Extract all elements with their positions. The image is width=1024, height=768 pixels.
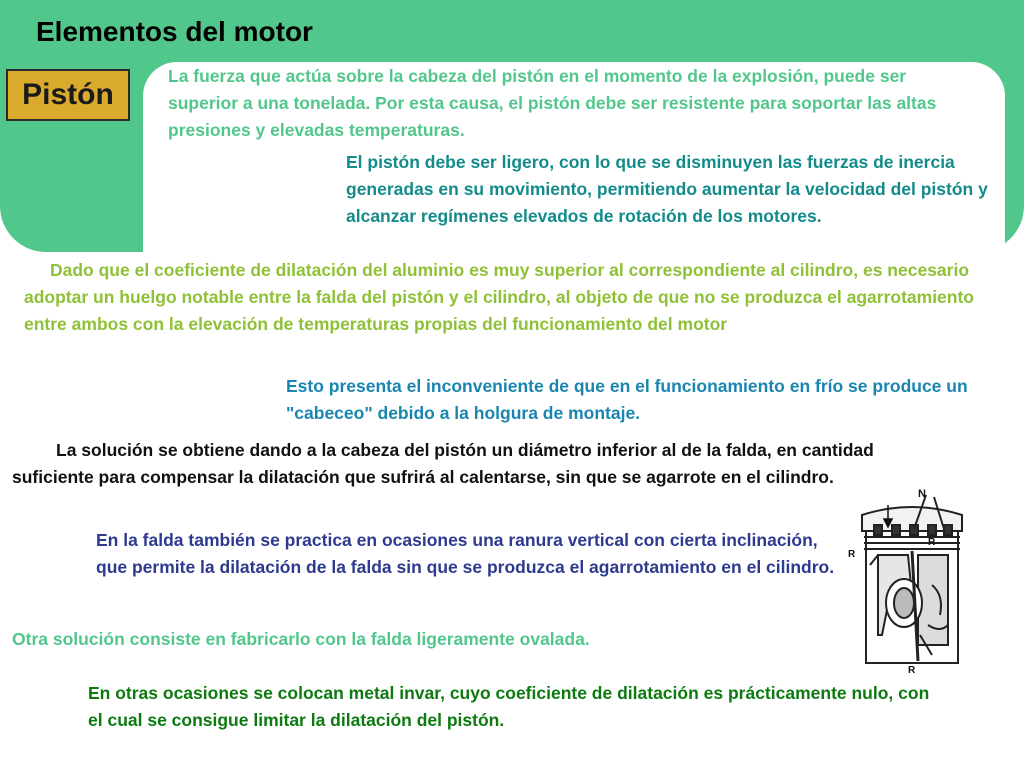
paragraph-invar: En otras ocasiones se colocan metal invar, cuyo coeficiente de dilatación es prácticamente nulo, con el cual se consigue limitar la dilatación del pistón. [88, 683, 930, 730]
diagram-label-r-bottom: R [908, 665, 916, 676]
paragraph-rocking: Esto presenta el inconveniente de que en el funcionamiento en frío se produce un "cabeceo" debido a la holgura de montaje. [286, 376, 968, 423]
paragraph-solution: La solución se obtiene dando a la cabeza del pistón un diámetro inferior al de la falda, en cantidad suficiente para compensar la dilatación que sufrirá al calentarse, sin que se agarrote en el cilindro. [12, 440, 874, 487]
page-title: Elementos del motor [36, 16, 313, 47]
paragraph-lightweight: El pistón debe ser ligero, con lo que se disminuyen las fuerzas de inercia generadas en su movimiento, permitiendo aumentar la velocidad del pistón y alcanzar regímenes elevados de rotación de los motores. [346, 152, 988, 226]
paragraph-force: La fuerza que actúa sobre la cabeza del pistón en el momento de la explosión, puede ser superior a una tonelada. Por esta causa, el pistón debe ser resistente para soportar las altas presiones y elevadas temperaturas. [168, 66, 937, 140]
paragraph-slot: En la falda también se practica en ocasiones una ranura vertical con cierta inclinación, que permite la dilatación de la falda sin que se produzca el agarrotamiento en el cilindro. [96, 530, 835, 577]
piston-diagram [848, 485, 976, 677]
paragraph-dilation: Dado que el coeficiente de dilatación del aluminio es muy superior al correspondiente al cilindro, es necesario adoptar un huelgo notable entre la falda del pistón y el cilindro, al objeto de que no se produzca el agarrotamiento entre ambos con la elevación de temperaturas propias del funcionamiento del motor [24, 260, 974, 334]
diagram-label-r-inner: R [928, 537, 936, 548]
diagram-label-r-left: R [848, 549, 856, 560]
paragraph-oval: Otra solución consiste en fabricarlo con la falda ligeramente ovalada. [12, 629, 590, 649]
section-badge: Pistón [6, 69, 130, 121]
diagram-label-n: N [918, 488, 926, 500]
